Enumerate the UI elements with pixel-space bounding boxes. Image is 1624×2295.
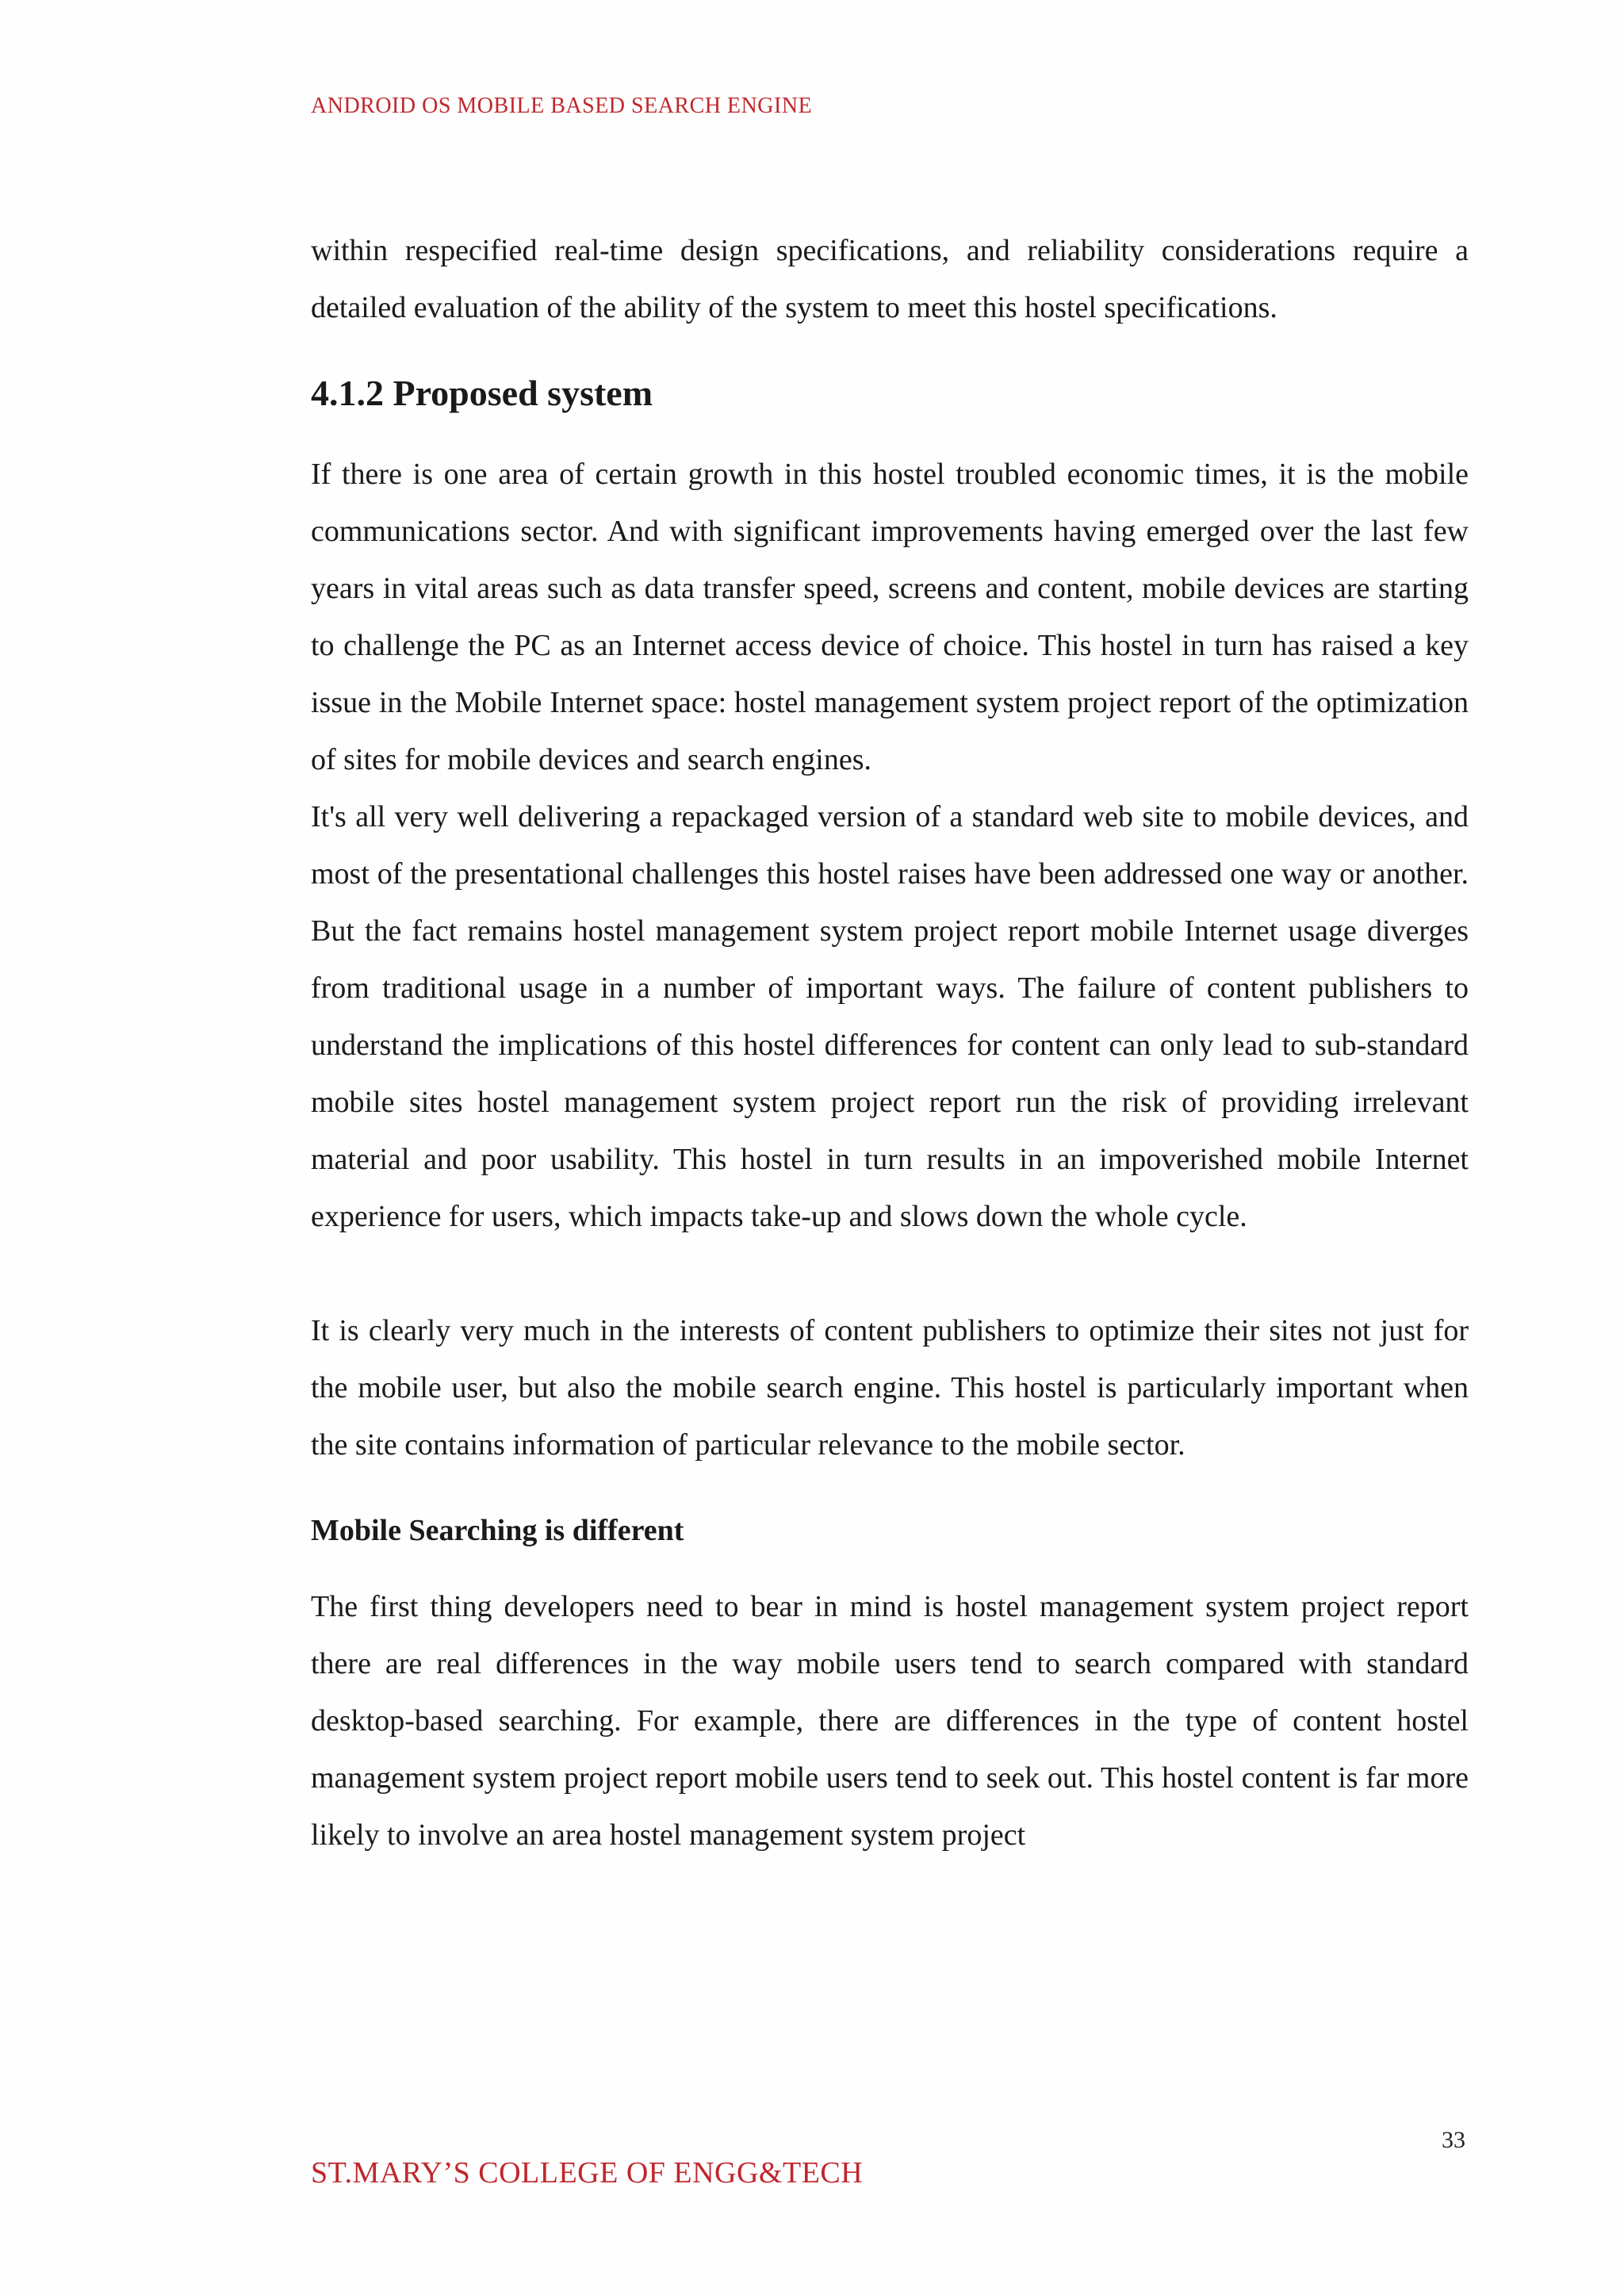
paragraph-proposed-system-1: If there is one area of certain growth in this hostel troubled economic times, it is the mobile communications sector. And with significant improvements having emerged over the last few years in vital areas such as data transfer speed, screens and content, mobile devices are starting to challenge the PC as an Internet access device of choice. This hostel in turn has raised a key issue in the Mobile Internet space: hostel management system project report of the optimization of sites for mobile devices and search engines. xyxy=(311,458,1469,776)
paragraph-proposed-system-2: It's all very well delivering a repackaged version of a standard web site to mobile devices, and most of the presentational challenges this hostel raises have been addressed one way or another. But the fact remains hostel management system project report mobile Internet usage diverges from traditional usage in a number of important ways. The failure of content publishers to understand the implications of this hostel differences for content can only lead to sub-standard mobile sites hostel management system project report run the risk of providing irrelevant material and poor usability. This hostel in turn results in an impoverished mobile Internet experience for users, which impacts take-up and slows down the whole cycle. xyxy=(311,800,1469,1233)
running-header: ANDROID OS MOBILE BASED SEARCH ENGINE xyxy=(311,94,813,118)
intro-paragraph: within respecified real-time design specifications, and reliability considerations require a detailed evaluation of the ability of the system to meet this hostel specifications. xyxy=(311,234,1469,324)
page-number: 33 xyxy=(1442,2127,1465,2153)
paragraph-proposed-system-3: It is clearly very much in the interests of content publishers to optimize their sites not just for the mobile user, but also the mobile search engine. This hostel is particularly important when the site contains information of particular relevance to the mobile sector. xyxy=(311,1314,1469,1462)
section-heading: 4.1.2 Proposed system xyxy=(311,373,653,413)
page-body xyxy=(311,222,1469,1864)
sub-heading: Mobile Searching is different xyxy=(311,1514,684,1547)
paragraph-mobile-searching: The first thing developers need to bear in mind is hostel management system project report there are real differences in the way mobile users tend to search compared with standard desktop-based searching. For example, there are differences in the type of content hostel management system project report mobile users tend to seek out. This hostel content is far more likely to involve an area hostel management system project xyxy=(311,1590,1469,1852)
running-footer: ST.MARY’S COLLEGE OF ENGG&TECH xyxy=(311,2156,864,2190)
